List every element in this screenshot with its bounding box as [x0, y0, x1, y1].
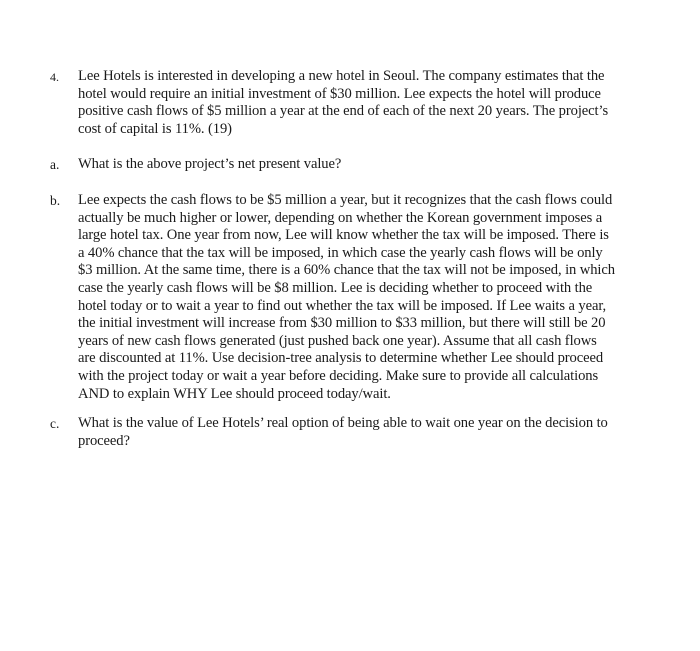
text-line: hotel today or to wait a year to find out whether the tax will be imposed. If Lee waits a year,	[78, 297, 607, 314]
question-part-b	[50, 192, 650, 403]
text-line: the initial investment will increase from $30 million to $33 million, but there will still be 20	[78, 315, 606, 332]
text-line: What is the above project’s net present value?	[78, 156, 342, 172]
text-line: case the yearly cash flows will be $8 million. Lee is deciding whether to proceed with the	[78, 279, 593, 296]
part-marker: a.	[50, 157, 60, 172]
text-line: are discounted at 11%. Use decision-tree analysis to determine whether Lee should proceed	[78, 350, 604, 367]
text-line: hotel would require an initial investment of $30 million. Lee expects the hotel will produce	[78, 85, 601, 102]
question-part-c	[50, 415, 650, 450]
text-line: AND to explain WHY Lee should proceed today/wait.	[78, 385, 391, 402]
text-line: large hotel tax. One year from now, Lee will know whether the tax will be imposed. There is	[78, 227, 609, 244]
text-line: a 40% chance that the tax will be imposed, in which case the yearly cash flows will be only	[78, 244, 603, 261]
question-text	[78, 192, 650, 403]
text-line: with the project today or wait a year before deciding. Make sure to provide all calculations	[78, 367, 599, 384]
text-line: Lee Hotels is interested in developing a new hotel in Seoul. The company estimates that the	[78, 68, 605, 84]
question-number: 4.	[50, 70, 59, 84]
text-line: actually be much higher or lower, depending on whether the Korean government imposes a	[78, 209, 603, 226]
part-marker: c.	[50, 416, 60, 431]
text-line: Lee expects the cash flows to be $5 million a year, but it recognizes that the cash flows could	[78, 192, 613, 208]
text-line: cost of capital is 11%. (19)	[78, 120, 232, 137]
text-line: years of new cash flows generated (just pushed back one year). Assume that all cash flows	[78, 332, 597, 349]
question-text	[78, 415, 650, 450]
question-text	[78, 68, 650, 138]
question-text	[78, 156, 650, 174]
text-line: positive cash flows of $5 million a year at the end of each of the next 20 years. The project’s	[78, 103, 609, 120]
text-line: $3 million. At the same time, there is a 60% chance that the tax will not be imposed, in which	[78, 262, 615, 279]
question-4	[50, 68, 650, 138]
question-part-a	[50, 156, 650, 174]
text-line: What is the value of Lee Hotels’ real option of being able to wait one year on the decision to	[78, 415, 608, 431]
part-marker: b.	[50, 193, 61, 208]
text-line: proceed?	[78, 432, 130, 449]
